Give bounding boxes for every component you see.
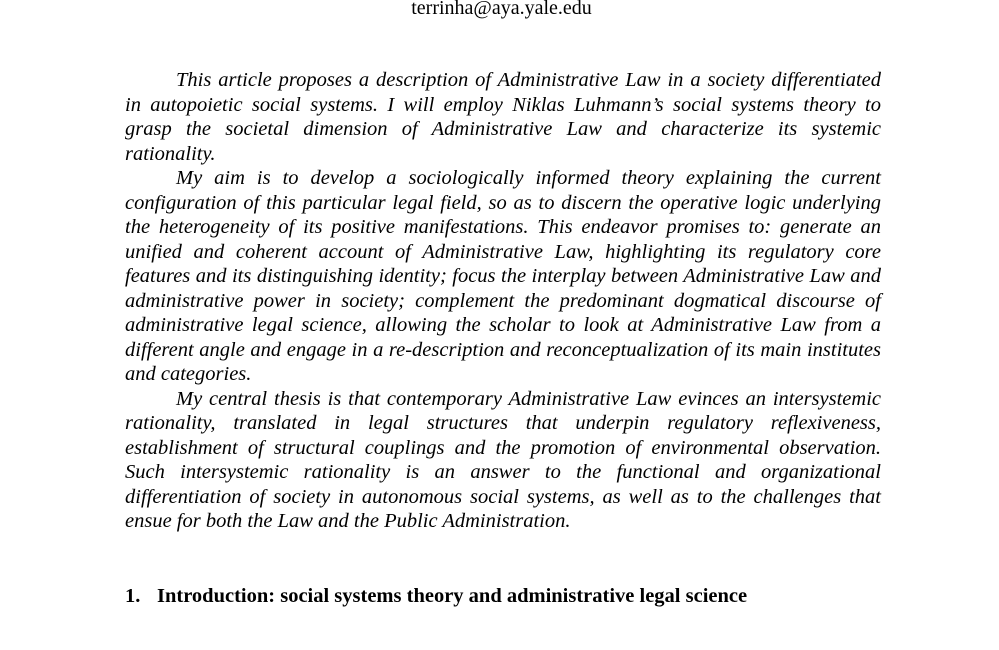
abstract-paragraph-1: This article proposes a description of Administrative Law in a society differentiated in autopoietic social systems. I will employ Niklas Luhmann’s social systems theory to grasp the societal dimension of Administrative Law and characterize its systemic rationality. (125, 69, 881, 165)
abstract-paragraph-2: My aim is to develop a sociologically informed theory explaining the current configuration of this particular legal field, so as to discern the operative logic underlying the heterogeneity of its positive manifestations. This endeavor promises to: generate an unified and coherent account of Administrative Law, highlighting its regulatory core features and its distinguishing identity; focus the interplay between Administrative Law and administrative power in society; complement the predominant dogmatical discourse of administrative legal science, allowing the scholar to look at Administrative Law from a different angle and engage in a re-description and reconceptualization of its main institutes and categories. (125, 167, 881, 385)
section-heading (125, 584, 747, 608)
author-email: terrinha@aya.yale.edu (411, 0, 592, 19)
abstract (125, 68, 881, 534)
section-number: 1. (125, 585, 141, 607)
abstract-paragraph-3: My central thesis is that contemporary Administrative Law evinces an intersystemic rationality, translated in legal structures that underpin regulatory reflexiveness, establishment of structural couplings and the promotion of environmental observation. Such intersystemic rationality is an answer to the functional and organizational differentiation of society in autonomous social systems, as well as to the challenges that ensue for both the Law and the Public Administration. (125, 387, 881, 532)
section-title: Introduction: social systems theory and administrative legal science (157, 585, 748, 607)
